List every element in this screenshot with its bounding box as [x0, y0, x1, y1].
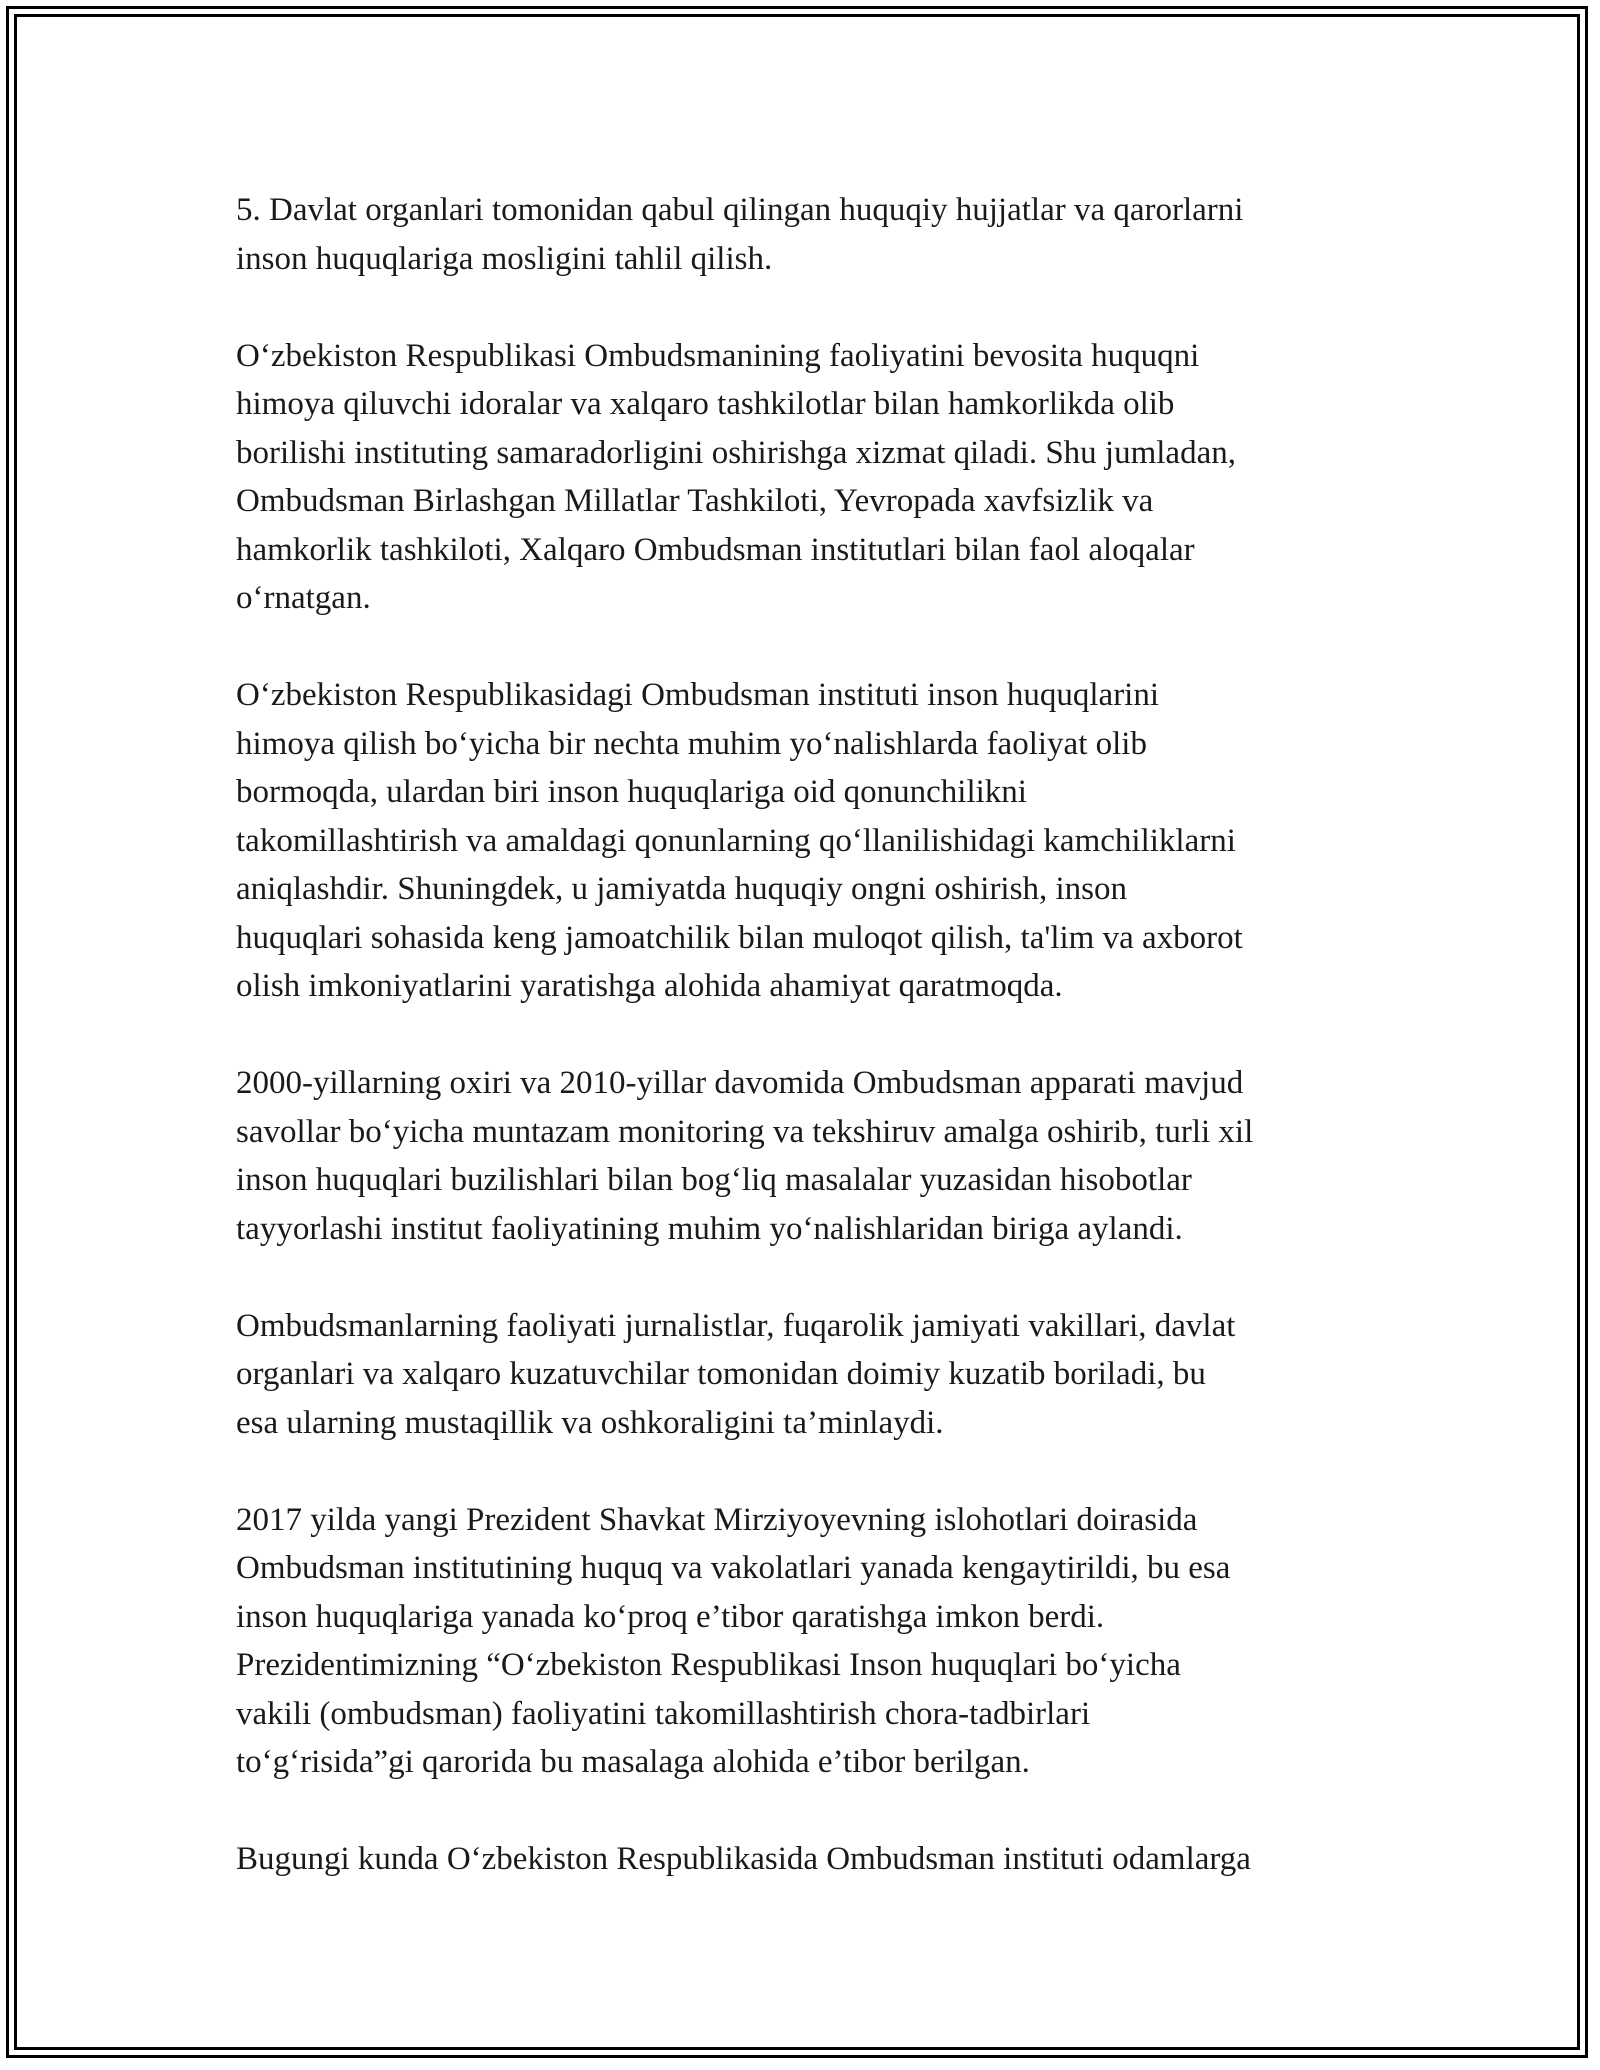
paragraph-5: Ombudsmanlarning faoliyati jurnalistlar, fuqarolik jamiyati vakillari, davlat organlari va xalqaro kuzatuvchilar tomonidan doimiy kuzatib boriladi, bu esa ularning mustaqillik va oshkoraligini ta’minlaydi.: [236, 1307, 1236, 1441]
paragraph-7: Bugungi kunda O‘zbekiston Respublikasida Ombudsman instituti odamlarga: [236, 1841, 1251, 1877]
paragraph-3: O‘zbekiston Respublikasidagi Ombudsman instituti inson huquqlarini himoya qilish bo‘yicha bir nechta muhim yo‘nalishlarda faoliyat olib bormoqda, ulardan biri inson huquqlariga oid qonunchilikni takomillashtirish va amaldagi qonunlarning qo‘llanilishidagi kamchiliklarni aniqlashdir. Shuningdek, u jamiyatda huquqiy ongni oshirish, inson huquqlari sohasida keng jamoatchilik bilan muloqot qilish, ta'lim va axborot olish imkoniyatlarini yaratishga alohida ahamiyat qaratmoqda.: [236, 677, 1243, 1004]
paragraph-4: 2000-yillarning oxiri va 2010-yillar davomida Ombudsman apparati mavjud savollar bo‘yicha muntazam monitoring va tekshiruv amalga oshirib, turli xil inson huquqlari buzilishlari bilan bog‘liq masalalar yuzasidan hisobotlar tayyorlashi institut faoliyatining muhim yo‘nalishlaridan biriga aylandi.: [236, 1065, 1254, 1247]
paragraph-2: O‘zbekiston Respublikasi Ombudsmanining faoliyatini bevosita huquqni himoya qiluvchi idoralar va xalqaro tashkilotlar bilan hamkorlikda olib borilishi instituting samaradorligini oshirishga xizmat qiladi. Shu jumladan, Ombudsman Birlashgan Millatlar Tashkiloti, Yevropada xavfsizlik va hamkorlik tashkiloti, Xalqaro Ombudsman institutlari bilan faol aloqalar o‘rnatgan.: [236, 337, 1236, 616]
document-body: [236, 186, 1386, 1932]
paragraph-1: 5. Davlat organlari tomonidan qabul qilingan huquqiy hujjatlar va qarorlarni inson huquqlariga mosligini tahlil qilish.: [236, 192, 1244, 277]
paragraph-6: 2017 yilda yangi Prezident Shavkat Mirziyoyevning islohotlari doirasida Ombudsman institutining huquq va vakolatlari yanada kengaytirildi, bu esa inson huquqlariga yanada ko‘proq e’tibor qaratishga imkon berdi. Prezidentimizning “O‘zbekiston Respublikasi Inson huquqlari bo‘yicha vakili (ombudsman) faoliyatini takomillashtirish chora-tadbirlari to‘g‘risida”gi qarorida bu masalaga alohida e’tibor berilgan.: [236, 1501, 1231, 1780]
